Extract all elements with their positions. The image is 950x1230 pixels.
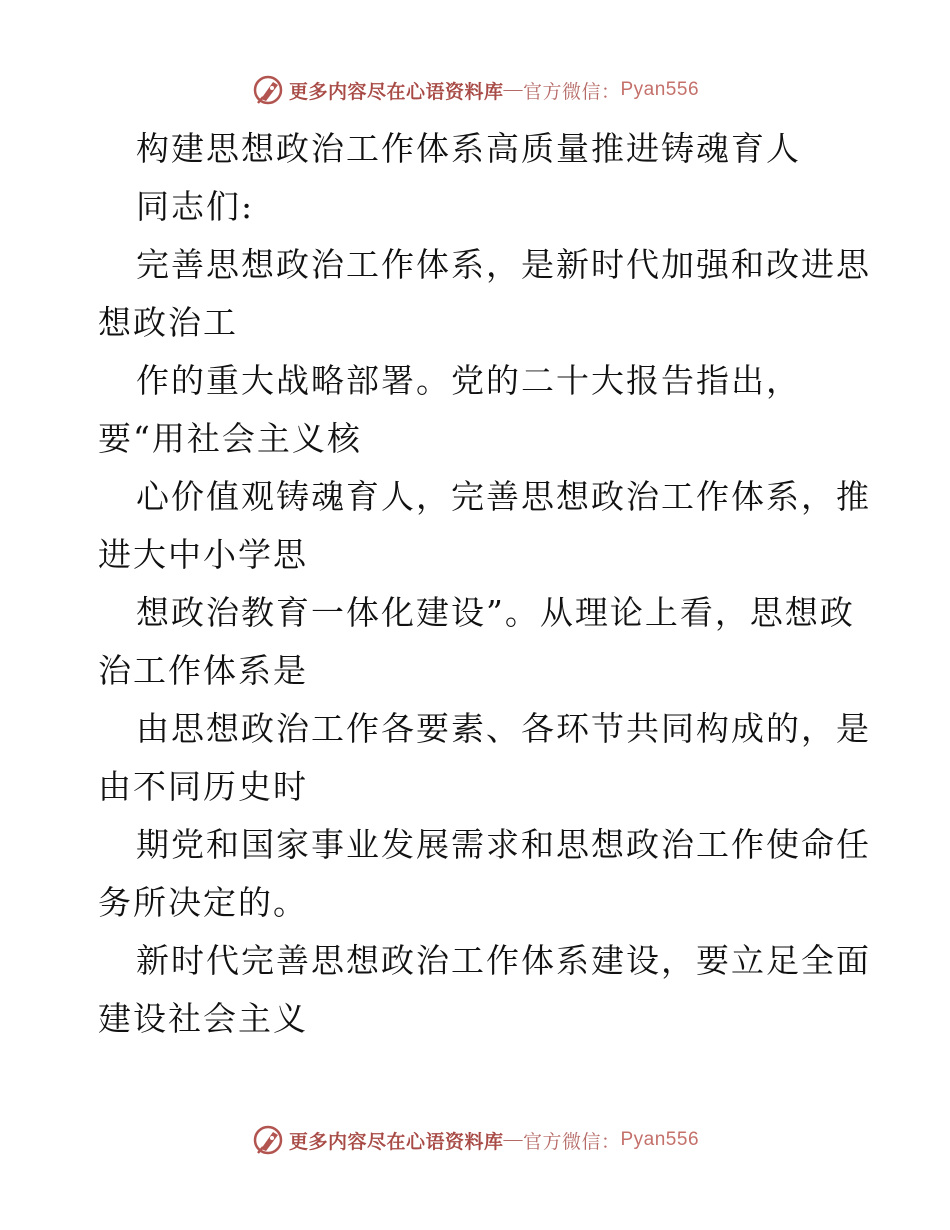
paragraph-line: 建设社会主义 <box>98 999 308 1038</box>
paragraph-line: 由思想政治工作各要素、各环节共同构成的，是 <box>136 709 871 748</box>
paragraph-line: 完善思想政治工作体系，是新时代加强和改进思 <box>136 245 871 284</box>
paragraph-line: 想政治工 <box>98 303 238 342</box>
paragraph-line: 务所决定的。 <box>98 883 308 922</box>
paragraph-line: 心价值观铸魂育人，完善思想政治工作体系，推 <box>136 477 871 516</box>
paragraph-line: 想政治教育一体化建设”。从理论上看，思想政 <box>136 593 855 632</box>
paragraph-line: 要“用社会主义核 <box>98 419 362 458</box>
paragraph-line: 治工作体系是 <box>98 651 308 690</box>
paragraph-line: 同志们: <box>136 187 255 226</box>
pen-nib-logo-icon <box>251 73 285 107</box>
paragraph-line: 作的重大战略部署。党的二十大报告指出， <box>136 361 801 400</box>
paragraph-line: 由不同历史时 <box>98 767 308 806</box>
header-watermark <box>0 70 950 110</box>
watermark-main-text: 更多内容尽在心语资料库 <box>288 1131 504 1153</box>
footer-watermark <box>0 1120 950 1160</box>
watermark-dash: — <box>503 1129 523 1150</box>
watermark-wechat-id: Pyan556 <box>620 1129 700 1150</box>
watermark-wechat-id: Pyan556 <box>620 79 700 100</box>
paragraph-line: 新时代完善思想政治工作体系建设，要立足全面 <box>136 941 871 980</box>
document-body <box>98 120 871 1048</box>
watermark-dash: — <box>503 79 523 100</box>
paragraph-line: 期党和国家事业发展需求和思想政治工作使命任 <box>136 825 871 864</box>
document-title: 构建思想政治工作体系高质量推进铸魂育人 <box>136 129 801 168</box>
paragraph-line: 进大中小学思 <box>98 535 308 574</box>
watermark-wechat-label: 官方微信： <box>522 1131 621 1153</box>
pen-nib-logo-icon <box>251 1123 285 1157</box>
watermark-main-text: 更多内容尽在心语资料库 <box>288 81 504 103</box>
watermark-wechat-label: 官方微信： <box>522 81 621 103</box>
